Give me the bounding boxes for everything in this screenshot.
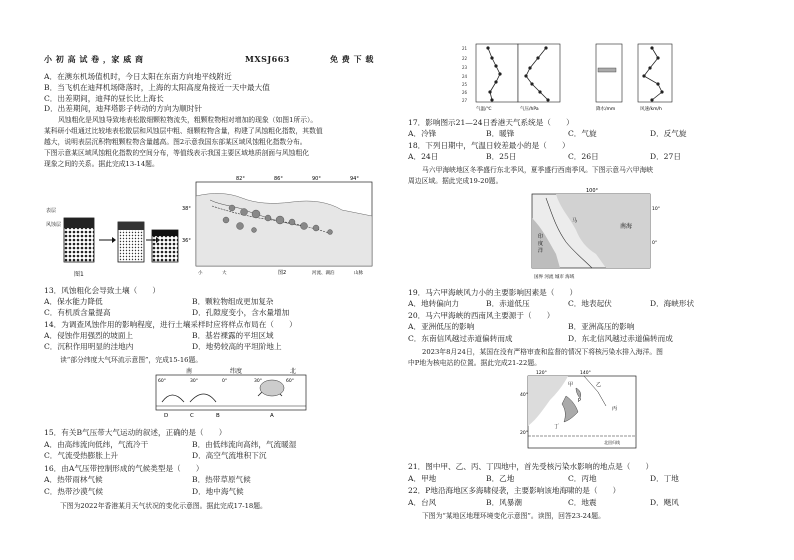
svg-text:山脉: 山脉 (354, 271, 363, 276)
q19-option-a[interactable]: A．地转偏向力 (408, 299, 460, 308)
intro-21-line: 中P地为核电站的位置。据此完成21-22题。 (408, 359, 541, 367)
svg-text:洋: 洋 (538, 248, 544, 254)
svg-text:0°: 0° (222, 379, 228, 384)
intro-13-line: 某科研小组通过比较地表松散层和风蚀层中粗、细颗粒物含量，构建了风蚀粗化指数，其数值 (44, 127, 323, 135)
svg-text:纬度: 纬度 (230, 368, 243, 375)
svg-text:北回归线: 北回归线 (604, 440, 620, 445)
q18-stem: 18．下列日期中，气温日较差最小的是（ ） (408, 141, 570, 150)
svg-text:27: 27 (462, 98, 468, 103)
svg-text:30°: 30° (190, 379, 198, 384)
q20-option-a[interactable]: A．亚洲低压的影响 (408, 322, 475, 331)
svg-text:南: 南 (186, 368, 193, 375)
svg-text:北: 北 (290, 368, 297, 375)
intro-23: 下图为“某地区地理环境变化示意图”。读图，回答23-24题。 (422, 512, 605, 520)
intro-13-line: 下图示意某区域风蚀粗化指数的空间分布，等值线表示我国主要区域地质剖面与风蚀粗化 (44, 149, 310, 157)
svg-text:气温/℃: 气温/℃ (476, 107, 492, 112)
figure-1-wind-erosion (44, 198, 180, 280)
q16-option-b[interactable]: B．热带草原气候 (192, 475, 251, 484)
q14-option-b[interactable]: B．基岩裸露的平坦区域 (192, 331, 274, 340)
q16-option-c[interactable]: C．热带沙漠气候 (44, 487, 103, 496)
q22-option-a[interactable]: A．台风 (408, 498, 437, 507)
svg-text:23: 23 (462, 65, 468, 70)
q17-option-d[interactable]: D．反气旋 (650, 129, 687, 138)
svg-text:90°: 90° (312, 176, 321, 182)
svg-text:140°: 140° (580, 371, 591, 376)
svg-text:图2: 图2 (278, 270, 287, 276)
q17-option-b[interactable]: B．暖锋 (486, 129, 515, 138)
svg-text:丙: 丙 (612, 406, 618, 412)
prev-option-c: C．出差期间，迪拜的昼长比上海长 (44, 94, 164, 103)
q19-option-c[interactable]: C．地表起伏 (568, 299, 612, 308)
q19-option-b[interactable]: B．赤道低压 (486, 299, 530, 308)
svg-text:P: P (578, 398, 582, 404)
svg-text:度: 度 (538, 241, 544, 247)
svg-text:表层: 表层 (46, 208, 57, 214)
q13-stem: 13．风蚀粗化会导致土壤（ ） (44, 286, 160, 295)
svg-text:100°: 100° (586, 188, 599, 194)
svg-text:120°: 120° (536, 371, 547, 376)
weather-chart (462, 42, 692, 112)
svg-text:印: 印 (538, 234, 544, 240)
q15-option-d[interactable]: D．高空气流堆积下沉 (192, 451, 267, 460)
q20-option-b[interactable]: B．亚洲高压的影响 (568, 322, 635, 331)
q16-option-a[interactable]: A．热带雨林气候 (44, 475, 103, 484)
svg-text:C: C (190, 413, 194, 419)
svg-text:40°: 40° (520, 393, 528, 398)
q19-option-d[interactable]: D．海峡形状 (650, 299, 695, 308)
svg-text:86°: 86° (274, 176, 283, 182)
q18-option-a[interactable]: A．24日 (408, 152, 439, 161)
svg-text:小: 小 (198, 271, 203, 276)
q21-stem: 21．图中甲、乙、丙、丁四地中，首先受核污染水影响的地点是（ ） (408, 462, 654, 471)
svg-text:国界 河流 城市 海域: 国界 河流 城市 海域 (534, 275, 575, 280)
svg-text:36°: 36° (182, 238, 191, 244)
svg-text:D: D (164, 413, 169, 419)
q17-stem: 17．影响图示21—24日香港天气系统是（ ） (408, 118, 574, 127)
svg-text:气压/hPa: 气压/hPa (520, 107, 539, 112)
figure-2-map (182, 176, 374, 280)
map-malacca-strait (526, 188, 668, 282)
svg-text:10°: 10° (652, 207, 660, 212)
svg-text:大: 大 (222, 271, 227, 276)
map-pacific-japan (520, 370, 640, 454)
q18-option-c[interactable]: C．26日 (568, 152, 599, 161)
q22-option-b[interactable]: B．风暴潮 (486, 498, 522, 507)
svg-text:30°: 30° (254, 379, 262, 384)
q18-option-b[interactable]: B．25日 (486, 152, 517, 161)
header-free-download: 免 费 下 载 (330, 54, 374, 64)
svg-text:风蚀层: 风蚀层 (46, 222, 62, 228)
q13-option-c[interactable]: C．有机质含量提高 (44, 308, 111, 317)
svg-text:60°: 60° (286, 379, 294, 384)
svg-text:94°: 94° (350, 176, 359, 182)
q17-option-c[interactable]: C．气旋 (568, 129, 597, 138)
q15-option-b[interactable]: B．由低纬流向高纬，气流暖湿 (192, 440, 297, 449)
svg-text:南海: 南海 (620, 223, 633, 230)
q13-option-d[interactable]: D．孔隙度变小，含水量增加 (192, 308, 290, 317)
q14-option-c[interactable]: C．沉积作用明显的洼地内 (44, 342, 134, 351)
q20-option-d[interactable]: D．东北信风越过赤道偏转而成 (568, 334, 673, 343)
intro-19-line: 马六甲海峡地区冬季盛行东北季风，夏季盛行西南季风。下图示意马六甲海峡 (422, 166, 654, 174)
svg-text:B: B (216, 413, 220, 419)
svg-text:马: 马 (572, 218, 578, 224)
q16-stem: 16．由A气压带控制形成的气候类型是（ ） (44, 464, 204, 473)
svg-text:21: 21 (462, 46, 468, 51)
q21-option-b[interactable]: B．乙地 (486, 474, 515, 483)
q14-option-a[interactable]: A．侵蚀作用强烈的坡面上 (44, 331, 134, 340)
q15-option-a[interactable]: A．由高纬流向低纬，气流冷干 (44, 440, 149, 449)
svg-text:24: 24 (462, 74, 468, 79)
q18-option-d[interactable]: D．27日 (650, 152, 681, 161)
intro-15: 读“部分纬度大气环流示意图”，完成15-16题。 (60, 356, 203, 364)
q17-option-a[interactable]: A．冷锋 (408, 129, 437, 138)
q16-option-d[interactable]: D．地中海气候 (192, 487, 244, 496)
intro-13-line: 风蚀粗化是风蚀导致地表松散细颗粒物流失，粗颗粒物相对增加的现象（如图1所示）。 (58, 116, 318, 124)
q14-option-d[interactable]: D．地势较高的平坦阶地上 (192, 342, 282, 351)
intro-19-line: 周边区域。据此完成19-20题。 (408, 177, 503, 185)
svg-text:乙: 乙 (596, 382, 602, 388)
svg-text:25: 25 (462, 82, 468, 87)
svg-text:82°: 82° (236, 176, 245, 182)
fig1-caption: 图1 (74, 271, 84, 278)
svg-text:26: 26 (462, 90, 468, 95)
svg-text:38°: 38° (182, 206, 191, 212)
intro-13-line: 越大，说明表层沉积物粗颗粒物含量越高。图2示意我国东部某区域风蚀粗化指数分布。 (44, 138, 307, 146)
intro-13-line: 现象之间的关系。据此完成13-14题。 (44, 160, 159, 168)
header-code: MXSJ663 (245, 54, 290, 64)
intro-17: 下图为2022年香港某月天气状况的变化示意图。据此完成17-18题。 (60, 502, 267, 510)
header-brand: 小 初 高 试 卷 ，家 威 商 (44, 54, 144, 64)
q20-stem: 20．马六甲海峡的西南风主要源于（ ） (408, 311, 555, 320)
q13-option-b[interactable]: B．颗粒物组成更加复杂 (192, 297, 274, 306)
q15-option-c[interactable]: C．气流受热膨胀上升 (44, 451, 119, 460)
prev-option-d: D．出差期间，迪拜塔影子转动的方向为顺时针 (44, 104, 202, 113)
q14-stem: 14．为调查风蚀作用的影响程度，进行土壤采样时应将样点布局在（ ） (44, 320, 297, 329)
prev-option-a: A．在澳东机场值机时，今日太阳在东南方向地平线附近 (44, 72, 232, 81)
q19-stem: 19．马六甲海峡风力小的主要影响因素是（ ） (408, 288, 578, 297)
svg-text:20°: 20° (520, 431, 528, 436)
svg-text:河流、湖泊: 河流、湖泊 (312, 271, 335, 276)
svg-text:风速/km/h: 风速/km/h (640, 107, 662, 112)
q22-option-c[interactable]: C．地震 (568, 498, 597, 507)
q22-option-d[interactable]: D．飓风 (650, 498, 679, 507)
svg-text:降水/mm: 降水/mm (596, 107, 616, 112)
intro-21-line: 2023年8月24日，某国在没有严格审查和监督的情况下将核污染水排入海洋。图 (422, 348, 663, 356)
q13-option-a[interactable]: A．保水能力降低 (44, 297, 103, 306)
q20-option-c[interactable]: C．东南信风越过赤道偏转而成 (408, 334, 513, 343)
svg-text:A: A (270, 413, 274, 419)
prev-option-b: B．当飞机在迪拜机场降落时，上海的太阳高度角接近一天中最大值 (44, 83, 270, 92)
svg-text:丁: 丁 (554, 424, 560, 430)
q22-stem: 22．P地沿海地区多海啸侵袭，主要影响该地海啸的是（ ） (408, 486, 621, 495)
svg-text:0°: 0° (652, 241, 658, 246)
q21-option-d[interactable]: D．丁地 (650, 474, 679, 483)
q21-option-a[interactable]: A．甲地 (408, 474, 437, 483)
q21-option-c[interactable]: C．丙地 (568, 474, 597, 483)
svg-text:60°: 60° (158, 379, 166, 384)
svg-text:甲: 甲 (568, 382, 574, 388)
svg-text:22: 22 (462, 56, 468, 61)
q15-stem: 15．有关B气压带大气运动的叙述，正确的是（ ） (44, 428, 227, 437)
figure-3-circulation (150, 366, 312, 420)
